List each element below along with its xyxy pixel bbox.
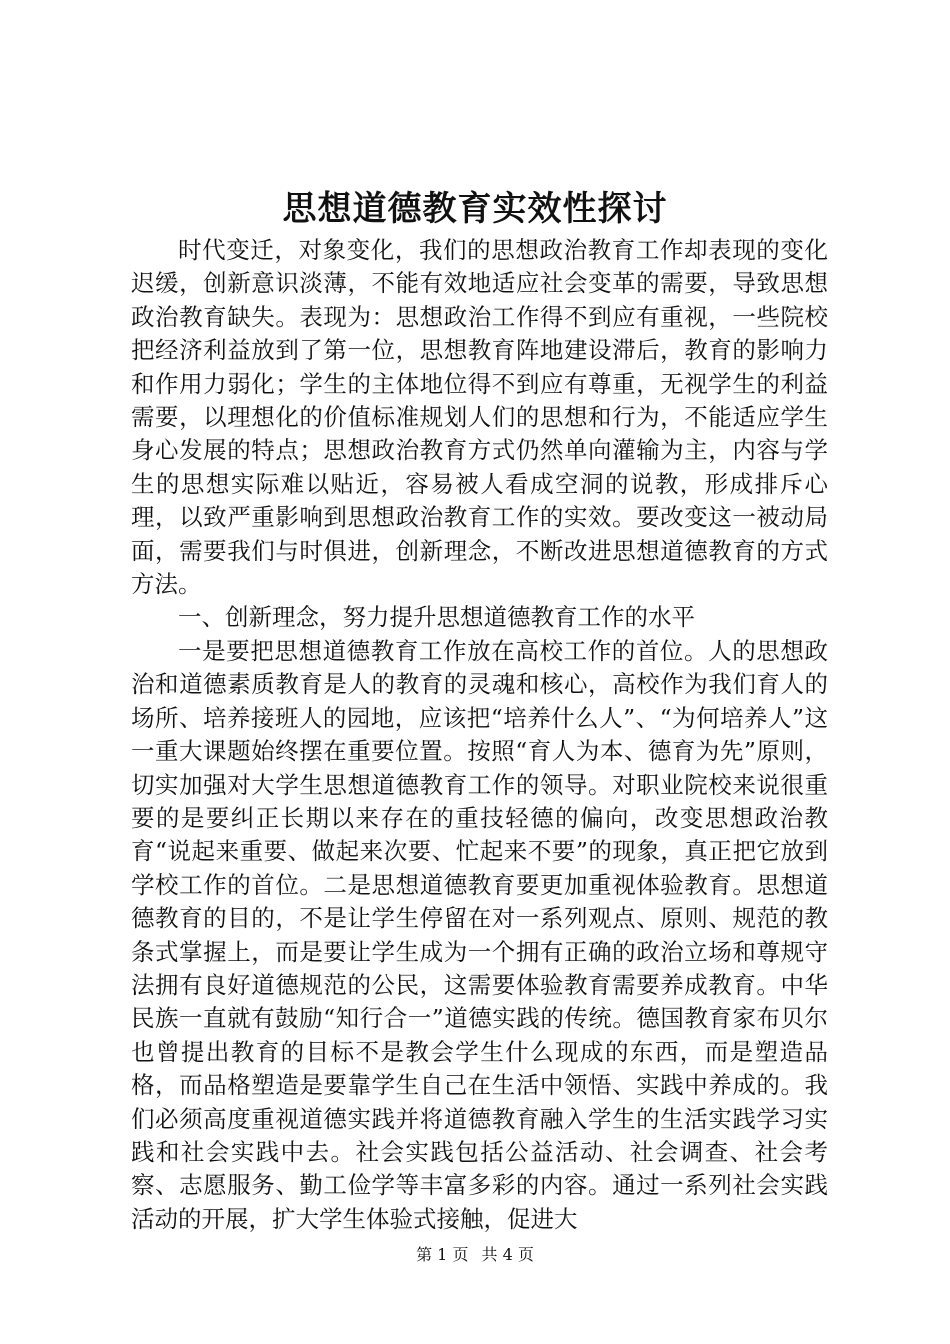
paragraph-intro: 时代变迁，对象变化，我们的思想政治教育工作却表现的变化迟缓，创新意识淡薄，不能有效地适应社会变革的需要，导致思想政治教育缺失。表现为：思想政治工作得不到应有重视，一些院校把经济利益放到了第一位，思想教育阵地建设滞后，教育的影响力和作用力弱化；学生的主体地位得不到应有尊重，无视学生的利益需要，以理想化的价值标准规划人们的思想和行为，不能适应学生身心发展的特点；思想政治教育方式仍然单向灌输为主，内容与学生的思想实际难以贴近，容易被人看成空洞的说教，形成排斥心理，以致严重影响到思想政治教育工作的实效。要改变这一被动局面，需要我们与时俱进，创新理念，不断改进思想道德教育的方式方法。 — [131, 236, 828, 599]
section-heading-1: 一、创新理念，努力提升思想道德教育工作的水平 — [178, 603, 695, 632]
page-footer — [0, 1245, 950, 1265]
page-number-current: 第 1 页 — [416, 1245, 469, 1264]
paragraph-section-1: 一是要把思想道德教育工作放在高校工作的首位。人的思想政治和道德素质教育是人的教育的灵魂和核心，高校作为我们育人的场所、培养接班人的园地，应该把“培养什么人”、“为何培养人”这一重大课题始终摆在重要位置。按照“育人为本、德育为先”原则，切实加强对大学生思想道德教育工作的领导。对职业院校来说很重要的是要纠正长期以来存在的重技轻德的偏向，改变思想政治教育“说起来重要、做起来次要、忙起来不要”的现象，真正把它放到学校工作的首位。二是思想道德教育要更加重视体验教育。思想道德教育的目的，不是让学生停留在对一系列观点、原则、规范的教条式掌握上，而是要让学生成为一个拥有正确的政治立场和尊规守法拥有良好道德规范的公民，这需要体验教育需要养成教育。中华民族一直就有鼓励“知行合一”道德实践的传统。德国教育家布贝尔也曾提出教育的目标不是教会学生什么现成的东西，而是塑造品格，而品格塑造是要靠学生自己在生活中领悟、实践中养成的。我们必须高度重视道德实践并将道德教育融入学生的生活实践学习实践和社会实践中去。社会实践包括公益活动、社会调查、社会考察、志愿服务、勤工俭学等丰富多彩的内容。通过一系列社会实践活动的开展，扩大学生体验式接触，促进大 — [131, 636, 828, 1233]
document-title: 思想道德教育实效性探讨 — [282, 189, 668, 229]
page-number-total: 共 4 页 — [481, 1245, 534, 1264]
document-body — [131, 234, 828, 1236]
